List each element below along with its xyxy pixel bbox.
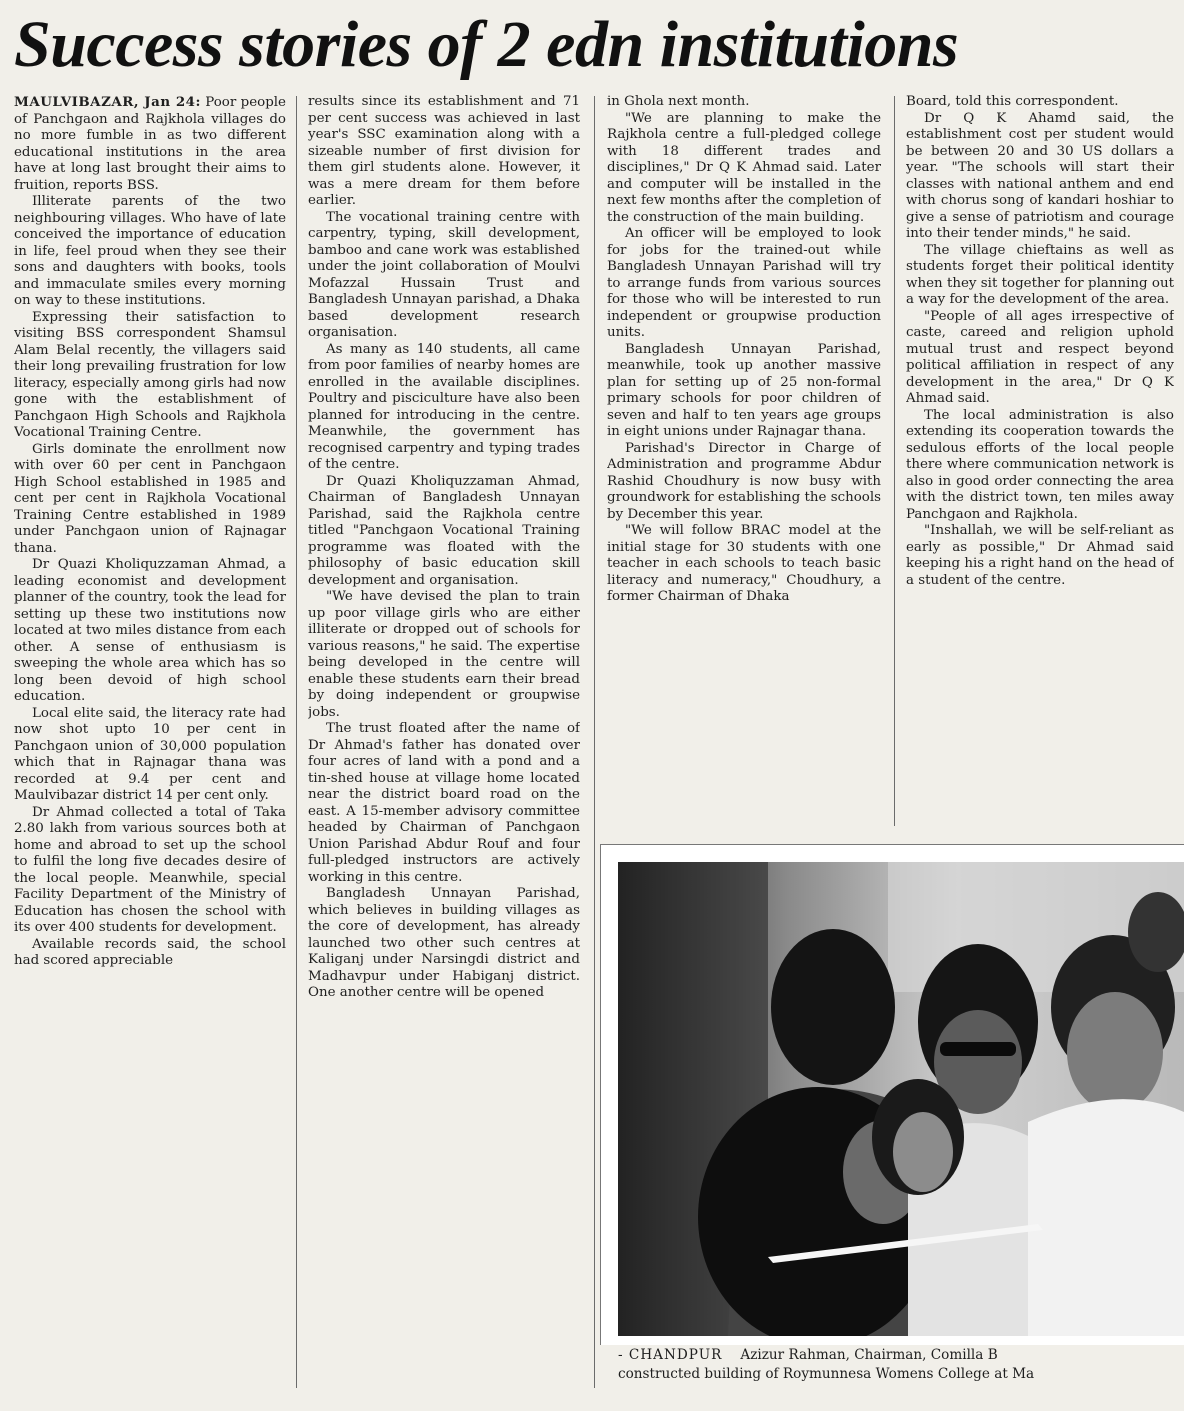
article-paragraph: The vocational training centre with carpentry, typing, skill development, bamboo and cane work was established under the joint collaboration of Moulvi Mofazzal Hussain Trust and Bangladesh Unnayan parishad, a Dhaka based development research organisation.	[308, 209, 580, 340]
article-paragraph: The local administration is also extending its cooperation towards the sedulous efforts of the local people there where communication network is also in good order connecting the area with the district town, ten miles away Panchgaon and Rajkhola.	[906, 407, 1174, 522]
article-paragraph: Expressing their satisfaction to visiting BSS correspondent Shamsul Alam Belal recently, the villagers said their long prevailing frustration for low literacy, especially among girls had now gone with the establishment of Panchgaon High Schools and Rajkhola Vocational Training Centre.	[14, 309, 286, 440]
column-rule	[594, 96, 595, 1388]
article-paragraph: "We will follow BRAC model at the initial stage for 30 students with one teacher in each schools to teach basic literacy and numeracy," Choudhury, a former Chairman of Dhaka	[607, 523, 881, 604]
article-paragraph: Dr Ahmad collected a total of Taka 2.80 lakh from various sources both at home and abroad to set up the school to fulfil the long five decades desire of the local people. Meanwhile, special Facility Department of the Ministry of Education has chosen the school with its over 400 students for development.	[14, 804, 286, 935]
article-paragraph: in Ghola next month.	[607, 94, 750, 109]
article-paragraph: The trust floated after the name of Dr Ahmad's father has donated over four acres of land with a pond and a tin-shed house at village home located near the district board road on the east. A 15-member advisory committee headed by Chairman of Panchgaon Union Parishad Abdur Rouf and four full-pledged instructors are actively working in this centre.	[308, 721, 580, 885]
article-column-3	[607, 94, 881, 834]
article-paragraph: results since its establishment and 71 per cent success was achieved in last year's SSC examination along with a sizeable number of first division for them girl students alone. However, it was a mere dream for them before earlier.	[308, 94, 580, 208]
column-rule	[296, 96, 297, 1388]
article-paragraph: Illiterate parents of the two neighbouring villages. Who have of late conceived the importance of education in life, feel proud when they see their sons and daughters with books, tools and immaculate smiles every morning on way to these institutions.	[14, 194, 286, 308]
caption-text: Azizur Rahman, Chairman, Comilla B	[740, 1347, 998, 1363]
article-paragraph: An officer will be employed to look for jobs for the trained-out while Bangladesh Unnayan Parishad will try to arrange funds from various sources for those who will be interested to run independent or groupwise production units.	[607, 226, 881, 340]
news-photo	[618, 862, 1184, 1336]
article-paragraph: "We are planning to make the Rajkhola centre a full-pledged college with 18 different trades and disciplines," Dr Q K Ahmad said. Later and computer will be installed in the next few months after the completion of the construction of the main building.	[607, 110, 881, 225]
article-column-2	[308, 94, 580, 1389]
article-paragraph: Girls dominate the enrollment now with over 60 per cent in Panchgaon High School established in 1985 and cent per cent in Rajkhola Vocational Training Centre established in 1989 under Panchgaon union of Rajnagar thana.	[14, 441, 286, 556]
article-paragraph: The village chieftains as well as students forget their political identity when they sit together for planning out a way for the development of the area.	[906, 242, 1174, 307]
caption-dateline: - CHANDPUR	[618, 1347, 723, 1363]
article-paragraph: "People of all ages irrespective of caste, careed and religion uphold mutual trust and respect beyond political affiliation in respect of any development in the area," Dr Q K Ahmad said.	[906, 308, 1174, 406]
article-paragraph: Dr Quazi Kholiquzzaman Ahmad, Chairman of Bangladesh Unnayan Parishad, said the Rajkhola centre titled "Panchgaon Vocational Training programme was floated with the philosophy of basic education skill development and organisation.	[308, 473, 580, 588]
article-paragraph: Board, told this correspondent.	[906, 94, 1119, 109]
dateline: MAULVIBAZAR, Jan 24:	[14, 94, 201, 110]
column-rule	[894, 96, 895, 826]
caption-line-2: constructed building of Roymunnesa Womens College at Ma	[618, 1366, 1035, 1382]
article-paragraph: Bangladesh Unnayan Parishad, which believes in building villages as the core of development, has already launched two other such centres at Kaliganj under Narsingdi district and Madhavpur under Habiganj district. One another centre will be opened	[308, 886, 580, 1000]
lead-text: Poor people of Panchgaon and Rajkhola villages do no more fumble in as two different educational institutions in the area have at long last brought their aims to fruition, reports BSS.	[14, 95, 286, 193]
headline: Success stories of 2 edn institutions	[14, 8, 959, 81]
article-paragraph: Parishad's Director in Charge of Administration and programme Abdur Rashid Choudhury is now busy with groundwork for establishing the schools by December this year.	[607, 440, 881, 522]
article-paragraph: Bangladesh Unnayan Parishad, meanwhile, took up another massive plan for setting up of 25 non-formal primary schools for poor children of seven and half to ten years age groups in eight unions under Rajnagar thana.	[607, 341, 881, 439]
article-paragraph: Available records said, the school had scored appreciable	[14, 936, 286, 968]
photo-caption	[618, 1346, 1184, 1386]
article-paragraph	[14, 94, 286, 194]
article-column-1	[14, 94, 286, 1389]
caption-line-1	[618, 1346, 1184, 1365]
article-paragraph: "Inshallah, we will be self-reliant as early as possible," Dr Ahmad said keeping his a right hand on the head of a student of the centre.	[906, 523, 1174, 588]
article-paragraph: Local elite said, the literacy rate had now shot upto 10 per cent in Panchgaon union of 30,000 population which that in Rajnagar thana was recorded at 9.4 per cent and Maulvibazar district 14 per cent only.	[14, 705, 286, 803]
article-paragraph: Dr Q K Ahamd said, the establishment cost per student would be between 20 and 30 US dollars a year. "The schools will start their classes with national anthem and end with chorus song of kandari hoshiar to give a sense of patriotism and courage into their tender minds," he said.	[906, 110, 1174, 241]
article-paragraph: "We have devised the plan to train up poor village girls who are either illiterate or dropped out of schools for various reasons," he said. The expertise being developed in the centre will enable these students earn their bread by doing independent or groupwise jobs.	[308, 589, 580, 720]
article-paragraph: As many as 140 students, all came from poor families of nearby homes are enrolled in the available disciplines. Poultry and pisciculture have also been planned for introducing in the centre. Meanwhile, the government has recognised carpentry and typing trades of the centre.	[308, 341, 580, 472]
article-paragraph: Dr Quazi Kholiquzzaman Ahmad, a leading economist and development planner of the country, took the lead for setting up these two institutions now located at two miles distance from each other. A sense of enthusiasm is sweeping the whole area which has so long been devoid of high school education.	[14, 557, 286, 704]
article-column-4	[906, 94, 1174, 834]
